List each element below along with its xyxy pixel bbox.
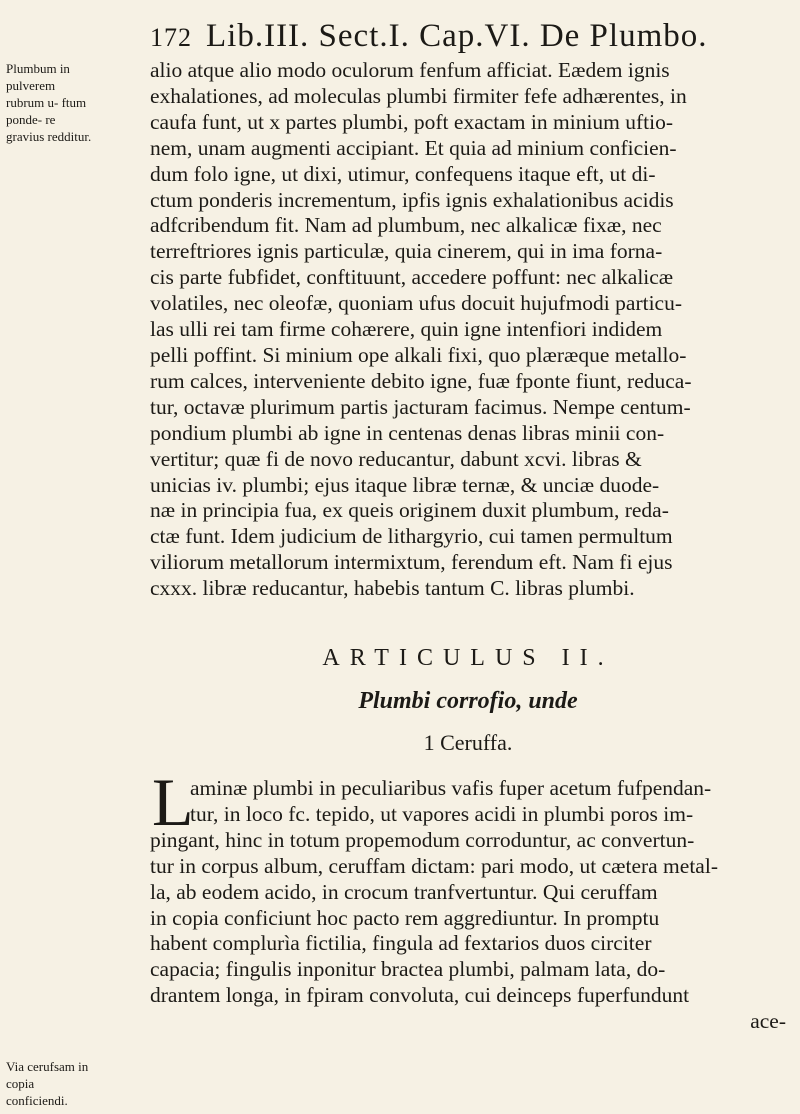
text-line: næ in principia fua, ex queis originem duxit plumbum, reda- [150, 498, 669, 523]
catchword: ace- [750, 1009, 786, 1034]
text-line: exhalationes, ad moleculas plumbi firmiter fefe adhærentes, in [150, 83, 687, 108]
text-line: vertitur; quæ fi de novo reducantur, dabunt xcvi. libras & [150, 446, 642, 471]
article-subheading-2: 1 Ceruffa. [423, 730, 513, 755]
text-line: capacia; fingulis inponitur bractea plumbi, palmam lata, do- [150, 957, 666, 982]
text-line: alio atque alio modo oculorum fenfum afficiat. Eædem ignis [150, 58, 670, 82]
text-line: unicias iv. plumbi; ejus itaque libræ ternæ, & unciæ duode- [150, 472, 660, 497]
text-line: caufa funt, ut x partes plumbi, poft exactam in minium uftio- [150, 109, 674, 134]
margin-note-2: Via cerufsam in copia conficiendi. [6, 1059, 89, 1108]
text-line: terreftriores ignis particulæ, quia cinerem, qui in ima forna- [150, 239, 663, 264]
running-header [150, 18, 790, 55]
text-line: tur, octavæ plurimum partis jacturam facimus. Nempe centum- [150, 394, 691, 419]
text-line: aminæ plumbi in peculiaribus vafis fuper acetum fufpendan- [190, 776, 712, 800]
page-number: 172 [150, 23, 192, 52]
drop-cap: L [152, 764, 194, 840]
text-line: habent complurìa fictilia, fingula ad fextarios duos circiter [150, 931, 652, 956]
paragraph-1 [150, 58, 786, 602]
text-line: dum folo igne, ut dixi, utimur, confequens itaque eft, ut di- [150, 161, 656, 186]
text-line: volatiles, nec oleofæ, quoniam ufus docuit hujufmodi particu- [150, 291, 683, 316]
text-line: ctæ funt. Idem judicium de lithargyrio, cui tamen permultum [150, 524, 673, 549]
text-line: in copia conficiunt hoc pacto rem aggrediuntur. In promptu [150, 905, 660, 930]
text-line: las ulli rei tam firme cohærere, quin igne intenfiori indidem [150, 317, 663, 342]
article-subheading: Plumbi corrofio, unde [358, 688, 578, 714]
text-line: la, ab eodem acido, in crocum tranfvertuntur. Qui ceruffam [150, 879, 658, 904]
text-line: pelli poffint. Si minium ope alkali fixi, quo plæræque metallo- [150, 342, 687, 367]
text-line: drantem longa, in fpiram convoluta, cui deinceps fuperfundunt [150, 983, 690, 1008]
margin-note-1: Plumbum in pulverem rubrum u- ftum ponde- re gravius redditur. [6, 61, 92, 144]
text-line: rum calces, interveniente debito igne, fuæ fponte fiunt, reduca- [150, 368, 692, 393]
text-line: cxxx. libræ reducantur, habebis tantum C. libras plumbi. [150, 576, 635, 601]
article-heading: ARTICULUS II. [322, 645, 614, 671]
text-line: cis parte fubfidet, conftituunt, accedere poffunt: nec alkalicæ [150, 265, 674, 290]
text-line: pondium plumbi ab igne in centenas denas libras minii con- [150, 420, 665, 445]
paragraph-2 [150, 776, 786, 1035]
text-line: viliorum metallorum intermixtum, ferendum eft. Nam fi ejus [150, 550, 673, 575]
text-line: tur in corpus album, ceruffam dictam: pari modo, ut cætera metal- [150, 853, 718, 878]
text-line: ctum ponderis incrementum, ipfis ignis exhalationibus acidis [150, 187, 674, 212]
running-title: Lib.III. Sect.I. Cap.VI. De Plumbo. [206, 18, 708, 54]
text-line: tur, in loco fc. tepido, ut vapores acidi in plumbi poros im- [190, 801, 694, 826]
text-line: pingant, hinc in totum propemodum corroduntur, ac convertun- [150, 827, 695, 852]
text-line: nem, unam augmenti accipiant. Et quia ad minium conficien- [150, 135, 677, 160]
text-line: adfcribendum fit. Nam ad plumbum, nec alkalicæ fixæ, nec [150, 213, 662, 238]
